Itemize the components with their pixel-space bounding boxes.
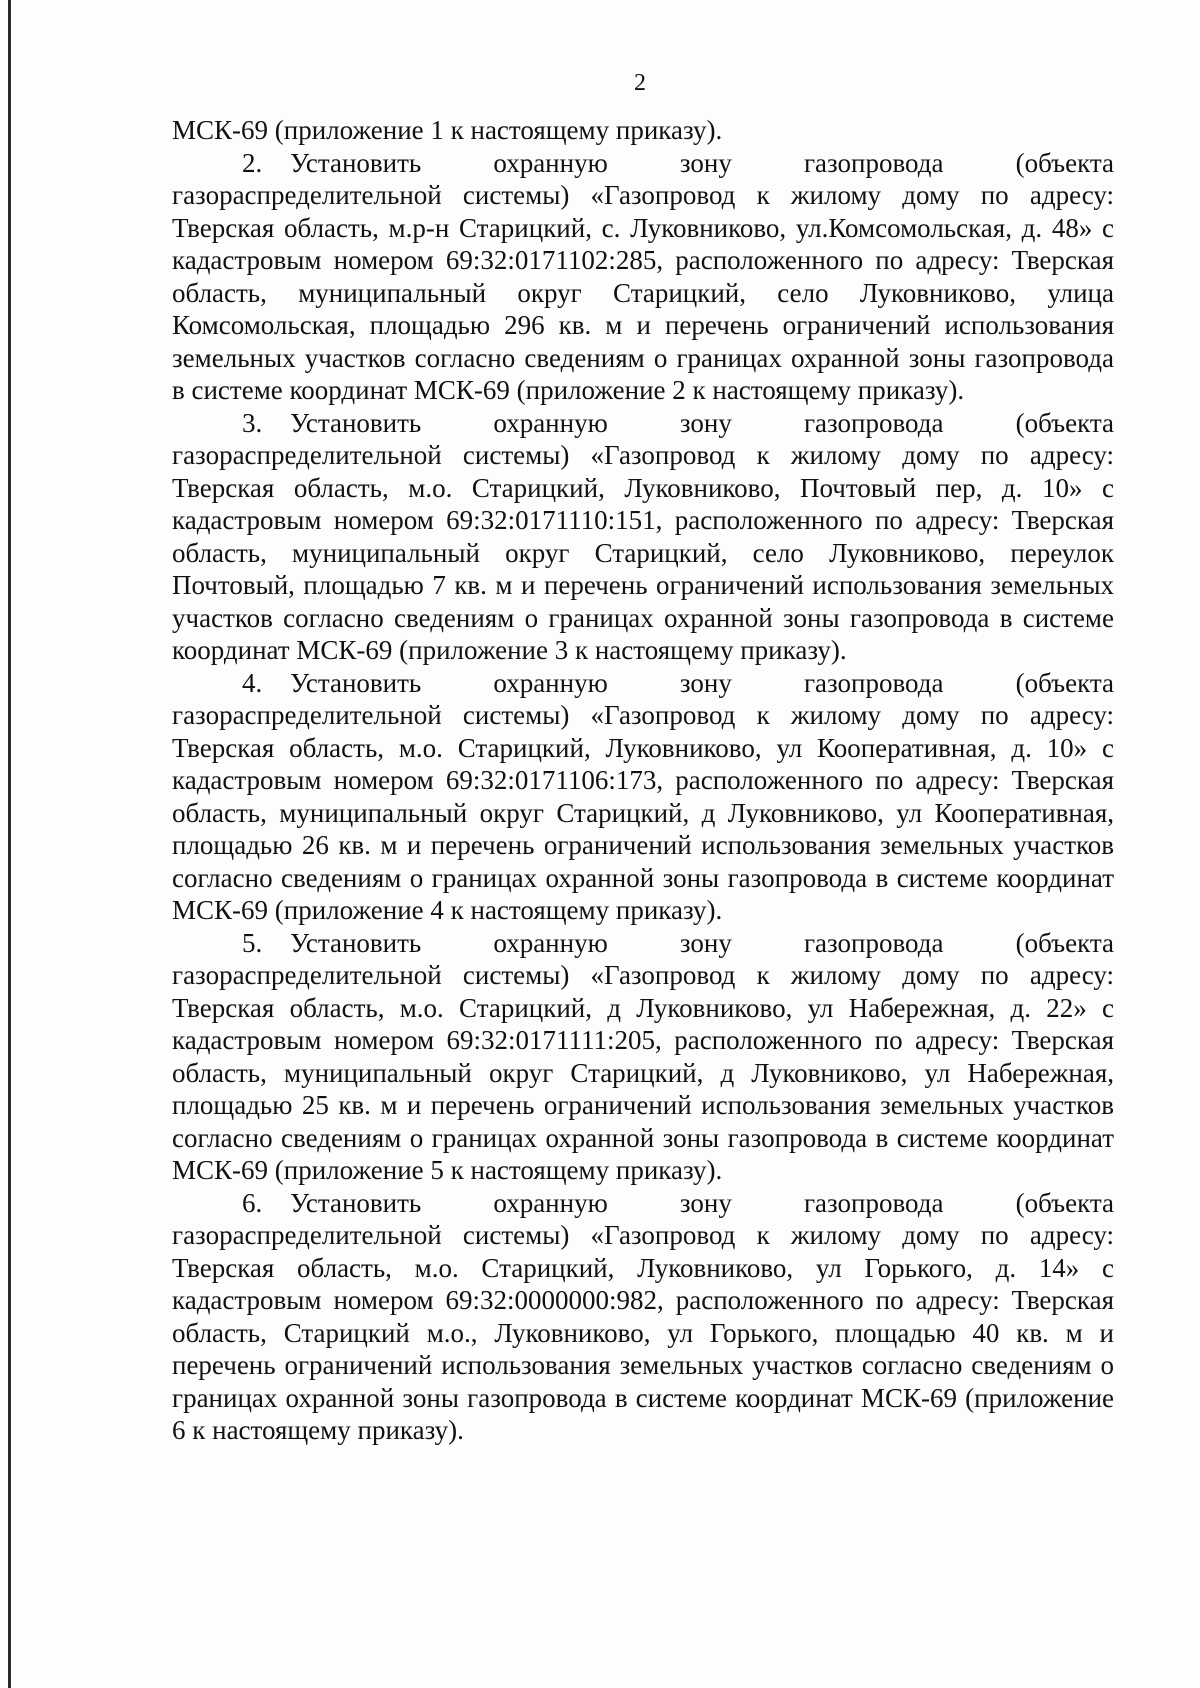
list-item-3 [172, 407, 1114, 667]
list-item-4 [172, 667, 1114, 927]
item-number: 4. [242, 667, 263, 698]
page-number: 2 [634, 70, 646, 96]
item-text: Установить охранную зону газопровода (объекта газораспределительной системы) «Газопровод к жилому дому по адресу: Тверская область, м.о. Старицкий, Луковниково, ул Кооперативная, д. 10» с кадастровым номером 69:32:0171106:173, расположенного по адресу: Тверская область, муниципальный округ Старицкий, д Луковниково, ул Кооперативная, площадью 26 кв. м и перечень ограничений использования земельных участков согласно сведениям о границах охранной зоны газопровода в системе координат МСК-69 (приложение 4 к настоящему приказу). [172, 667, 1114, 925]
item-text: Установить охранную зону газопровода (объекта газораспределительной системы) «Газопровод к жилому дому по адресу: Тверская область, м.о. Старицкий, д Луковниково, ул Набережная, д. 22» с кадастровым номером 69:32:0171111:205, расположенного по адресу: Тверская область, муниципальный округ Старицкий, д Луковниково, ул Набережная, площадью 25 кв. м и перечень ограничений использования земельных участков согласно сведениям о границах охранной зоны газопровода в системе координат МСК-69 (приложение 5 к настоящему приказу). [172, 927, 1114, 1185]
item-number: 5. [242, 927, 263, 958]
item-number: 6. [242, 1187, 263, 1218]
list-item-2 [172, 147, 1114, 407]
item-number: 3. [242, 407, 263, 438]
item-number: 2. [242, 147, 263, 178]
list-item-5 [172, 927, 1114, 1187]
document-body [172, 114, 1114, 1447]
list-item-6 [172, 1187, 1114, 1447]
item-text: Установить охранную зону газопровода (объекта газораспределительной системы) «Газопровод к жилому дому по адресу: Тверская область, м.о. Старицкий, Луковниково, ул Горького, д. 14» с кадастровым номером 69:32:0000000:982, расположенного по адресу: Тверская область, Старицкий м.о., Луковниково, ул Горького, площадью 40 кв. м и перечень ограничений использования земельных участков согласно сведениям о границах охранной зоны газопровода в системе координат МСК-69 (приложение 6 к настоящему приказу). [172, 1187, 1114, 1445]
item-text: Установить охранную зону газопровода (объекта газораспределительной системы) «Газопровод к жилому дому по адресу: Тверская область, м.о. Старицкий, Луковниково, Почтовый пер, д. 10» с кадастровым номером 69:32:0171110:151, расположенного по адресу: Тверская область, муниципальный округ Старицкий, село Луковниково, переулок Почтовый, площадью 7 кв. м и перечень ограничений использования земельных участков согласно сведениям о границах охранной зоны газопровода в системе координат МСК-69 (приложение 3 к настоящему приказу). [172, 407, 1114, 665]
item-text: Установить охранную зону газопровода (объекта газораспределительной системы) «Газопровод к жилому дому по адресу: Тверская область, м.р-н Старицкий, с. Луковниково, ул.Комсомольская, д. 48» с кадастровым номером 69:32:0171102:285, расположенного по адресу: Тверская область, муниципальный округ Старицкий, село Луковниково, улица Комсомольская, площадью 296 кв. м и перечень ограничений использования земельных участков согласно сведениям о границах охранной зоны газопровода в системе координат МСК-69 (приложение 2 к настоящему приказу). [172, 147, 1114, 405]
intro-continuation-line: МСК-69 (приложение 1 к настоящему приказу). [172, 115, 723, 145]
scan-edge-line [8, 0, 11, 1688]
